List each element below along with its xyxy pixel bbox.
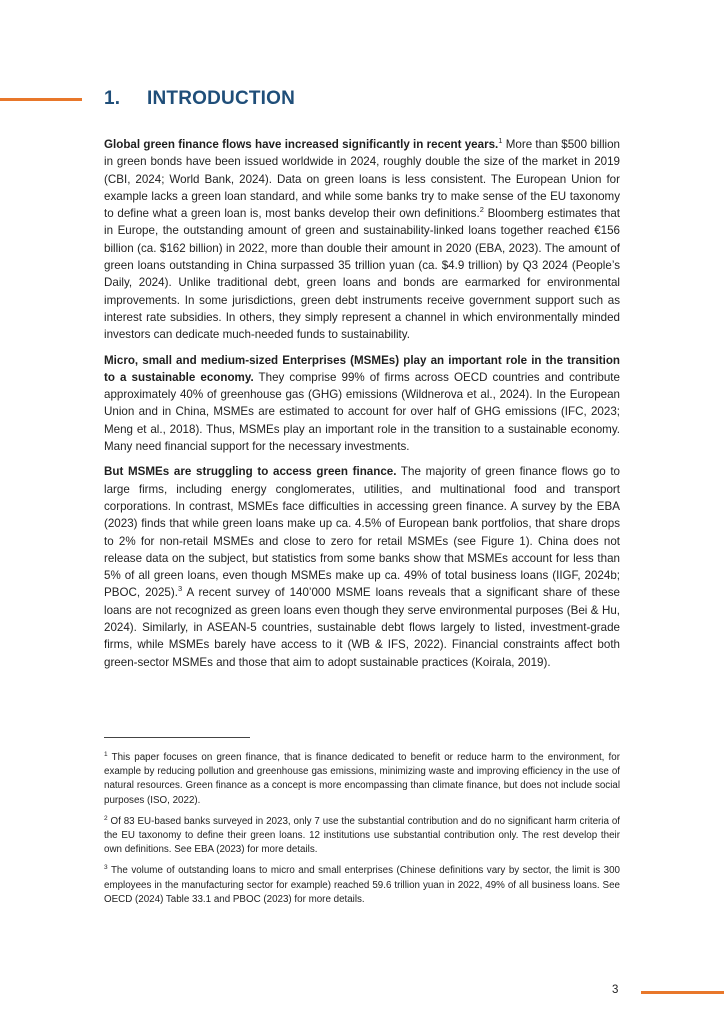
- footnote-separator: [104, 737, 250, 738]
- footnote-number: 1: [104, 751, 108, 758]
- paragraph-text: Bloomberg estimates that in Europe, the outstanding amount of green and sustainability-linked loans together reached €156 billion (ca. $162 billion) in 2022, more than double their amount in 2020 (EBA, 2023). The amount of green loans outstanding in China surpassed 35 trillion yuan (ca. $4.9 trillion) by Q3 2024 (People’s Daily, 2024). Unlike traditional debt, green loans and bonds are earmarked for environmental improvements. In some jurisdictions, green debt instruments receive government support such as interest rate subsidies. In others, they simply represent a channel in which environmentally minded investors can dedicate much-needed funds to sustainability.: [104, 207, 620, 342]
- footnote-ref-3[interactable]: 3: [177, 584, 183, 594]
- footnote-number: 3: [104, 864, 108, 872]
- paragraph-text: A recent survey of 140’000 MSME loans reveals that a significant share of these loans are not recognized as green loans even though they serve environmental purposes (Bei & Hu, 2024). Similarly, in ASEAN-5 countries, sustainable debt flows largely to listed, investment-grade firms, while MSMEs barely have access to it (WB & IFS, 2022). Financial constraints affect both green-sector MSMEs and those that aim to adopt sustainable practices (Koirala, 2019).: [104, 586, 620, 669]
- paragraph-msme-role: [104, 352, 620, 456]
- footnote-text: The volume of outstanding loans to micro and small enterprises (Chinese definitions vary by sector, the limit is 300 employees in the manufacturing sector for example) reached 59.6 trillion yuan in 2022, 49% of all business loans. See OECD (2024) Table 33.1 and PBOC (2023) for more details.: [104, 865, 620, 905]
- footer-accent-bar: [641, 991, 724, 994]
- footnotes: [104, 751, 620, 914]
- paragraph-msme-access: [104, 463, 620, 671]
- footnote-text: This paper focuses on green finance, that is finance dedicated to benefit or reduce harm to the environment, for example by reducing pollution and greenhouse gas emissions, minimizing waste and improving efficiency in the use of natural resources. Green finance as a concept is more encompassing than climate finance, but does not include social purposes (ISO, 2022).: [104, 752, 620, 806]
- footnote-ref-2[interactable]: 2: [479, 205, 484, 215]
- paragraph-green-finance-flows: [104, 136, 620, 344]
- footnote-2: [104, 815, 620, 858]
- paragraph-lead: But MSMEs are struggling to access green finance.: [104, 465, 397, 479]
- footnote-number: 2: [104, 814, 108, 822]
- paragraph-lead: Micro, small and medium-sized Enterprises (MSMEs) play an important role in the transition to a sustainable economy.: [104, 353, 620, 384]
- page-number: 3: [612, 984, 619, 996]
- footnote-text: Of 83 EU-based banks surveyed in 2023, only 7 use the substantial contribution and do no significant harm criteria of the EU taxonomy to define their green loans. 12 institutions use substantial contribution only. The rest develop their own definitions. See EBA (2023) for more details.: [104, 815, 620, 856]
- paragraph-text: More than $500 billion in green bonds have been issued worldwide in 2024, roughly double the size of the market in 2019 (CBI, 2024; World Bank, 2024). Data on green loans is less consistent. The European Union for example lacks a green loan standard, and while some banks try to make sense of the EU taxonomy to define what a green loan is, most banks develop their own definitions.: [104, 138, 620, 221]
- paragraph-lead: Global green finance flows have increased significantly in recent years.: [104, 138, 499, 151]
- body-text: [104, 136, 620, 679]
- paragraph-text: They comprise 99% of firms across OECD countries and contribute approximately 40% of greenhouse gas (GHG) emissions (Wildnerova et al., 2024). In the European Union and in China, MSMEs are estimated to account for over half of GHG emissions (IFC, 2023; Meng et al., 2018). Thus, MSMEs play an important role in the transition to a sustainable economy. Many need financial support for the necessary investments.: [104, 370, 620, 454]
- footnote-3: [104, 864, 620, 907]
- section-number: 1.: [104, 88, 121, 109]
- paragraph-text: The majority of green finance flows go to large firms, including energy conglomerates, utilities, and multinational food and transport corporations. In contrast, MSMEs face difficulties in accessing green finance. A survey by the EBA (2023) finds that while green loans make up ca. 4.5% of European bank portfolios, that share drops to 2% for non-retail MSMEs and close to zero for retail MSMEs (see Figure 1). China does not release data on the subject, but statistics from some banks show that MSMEs account for less than 5% of all green loans, even though MSMEs make up ca. 49% of total business loans (IIGF, 2024b; PBOC, 2025).: [104, 465, 620, 600]
- header-accent-bar: [0, 98, 82, 101]
- footnote-ref-1[interactable]: 1: [498, 136, 503, 145]
- section-title: INTRODUCTION: [147, 88, 296, 109]
- footnote-1: [104, 751, 620, 808]
- section-heading: [104, 88, 295, 110]
